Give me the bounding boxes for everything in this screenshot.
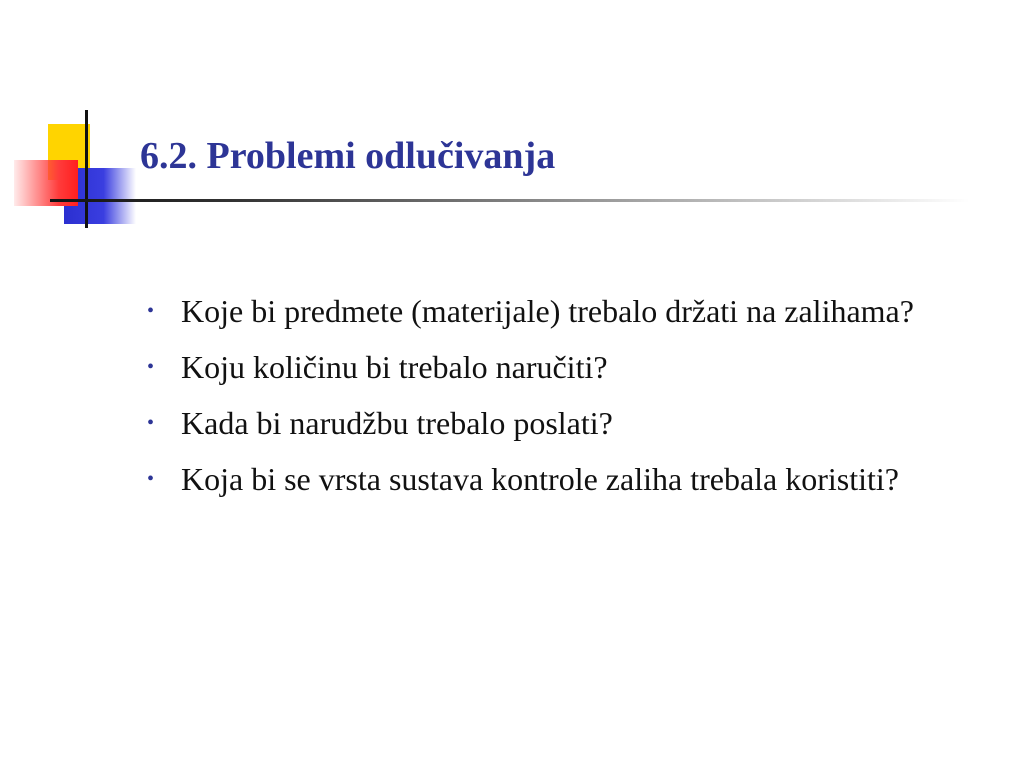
bullet-text: Kada bi narudžbu trebalo poslati? (181, 405, 613, 441)
bullet-text: Koje bi predmete (materijale) trebalo držati na zalihama? (181, 293, 914, 329)
bullet-dot-icon: • (147, 300, 155, 322)
decorative-vertical-line (85, 110, 88, 228)
bullet-dot-icon: • (147, 412, 155, 434)
bullet-text: Koju količinu bi trebalo naručiti? (181, 349, 608, 385)
bullet-dot-icon: • (147, 468, 155, 490)
slide-title: 6.2. Problemi odlučivanja (140, 135, 556, 177)
bullet-item (143, 346, 983, 389)
bullet-item (143, 458, 983, 501)
bullet-text: Koja bi se vrsta sustava kontrole zaliha trebala koristiti? (181, 461, 899, 497)
bullet-item (143, 402, 983, 445)
bullet-list (143, 290, 983, 514)
bullet-dot-icon: • (147, 356, 155, 378)
title-underline (50, 199, 970, 202)
bullet-item (143, 290, 983, 333)
